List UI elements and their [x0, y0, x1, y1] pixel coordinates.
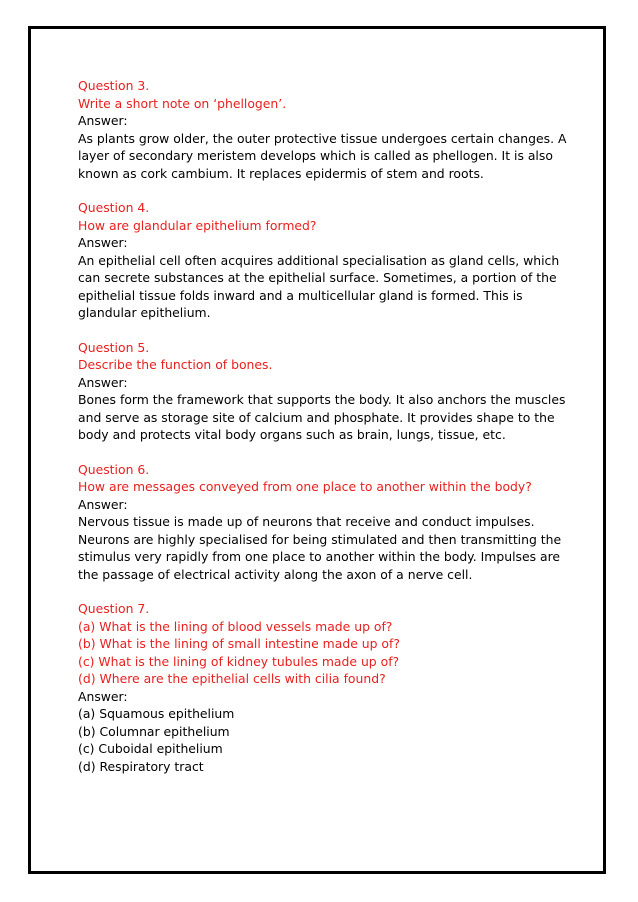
- answer-label: Answer:: [78, 688, 128, 704]
- answer-line: Nervous tissue is made up of neurons that receive and conduct impulses.: [78, 514, 535, 529]
- answer-line: known as cork cambium. It replaces epidermis of stem and roots.: [78, 165, 484, 181]
- question-label: Question 3.: [78, 78, 150, 93]
- question-label: Question 6.: [78, 461, 150, 477]
- answer-line: can secrete substances at the epithelial surface. Sometimes, a portion of the: [78, 270, 557, 285]
- document-content: [78, 77, 568, 792]
- answer-line: stimulus very rapidly from one place to another within the body. Impulses are: [78, 549, 561, 564]
- question-label: Question 4.: [78, 200, 150, 215]
- question-text: (b) What is the lining of small intestine made up of?: [78, 636, 400, 651]
- qa-block-question-5: [78, 339, 568, 444]
- answer-line: (b) Columnar epithelium: [78, 723, 230, 739]
- answer-line: Neurons are highly specialised for being stimulated and then transmitting the: [78, 531, 562, 547]
- qa-block-question-3: [78, 77, 568, 182]
- question-text: Write a short note on ‘phellogen’.: [78, 95, 287, 111]
- answer-line: Bones form the framework that supports the body. It also anchors the muscles: [78, 392, 566, 407]
- question-text: How are messages conveyed from one place to another within the body?: [78, 479, 532, 494]
- question-text: (c) What is the lining of kidney tubules made up of?: [78, 653, 400, 669]
- answer-line: (d) Respiratory tract: [78, 758, 204, 774]
- question-text: Describe the function of bones.: [78, 357, 273, 372]
- question-label: Question 5.: [78, 339, 150, 355]
- qa-block-question-4: [78, 199, 568, 322]
- answer-line: and serve as storage site of calcium and phosphate. It provides shape to the: [78, 409, 555, 425]
- answer-label: Answer:: [78, 113, 128, 128]
- answer-line: body and protects vital body organs such as brain, lungs, tissue, etc.: [78, 427, 506, 442]
- answer-line: layer of secondary meristem develops which is called as phellogen. It is also: [78, 148, 553, 163]
- answer-line: (c) Cuboidal epithelium: [78, 741, 223, 756]
- answer-line: epithelial tissue folds inward and a multicellular gland is formed. This is: [78, 287, 523, 303]
- answer-line: An epithelial cell often acquires additional specialisation as gland cells, which: [78, 252, 560, 268]
- answer-line: glandular epithelium.: [78, 305, 211, 320]
- question-text: (a) What is the lining of blood vessels made up of?: [78, 618, 393, 634]
- answer-line: the passage of electrical activity along the axon of a nerve cell.: [78, 566, 473, 582]
- answer-label: Answer:: [78, 235, 128, 250]
- answer-label: Answer:: [78, 374, 128, 390]
- answer-line: As plants grow older, the outer protective tissue undergoes certain changes. A: [78, 130, 567, 146]
- question-text: How are glandular epithelium formed?: [78, 217, 317, 233]
- question-label: Question 7.: [78, 601, 150, 616]
- answer-line: (a) Squamous epithelium: [78, 706, 235, 721]
- answer-label: Answer:: [78, 496, 128, 512]
- qa-block-question-6: [78, 461, 568, 584]
- qa-block-question-7: [78, 600, 568, 775]
- question-text: (d) Where are the epithelial cells with cilia found?: [78, 671, 386, 686]
